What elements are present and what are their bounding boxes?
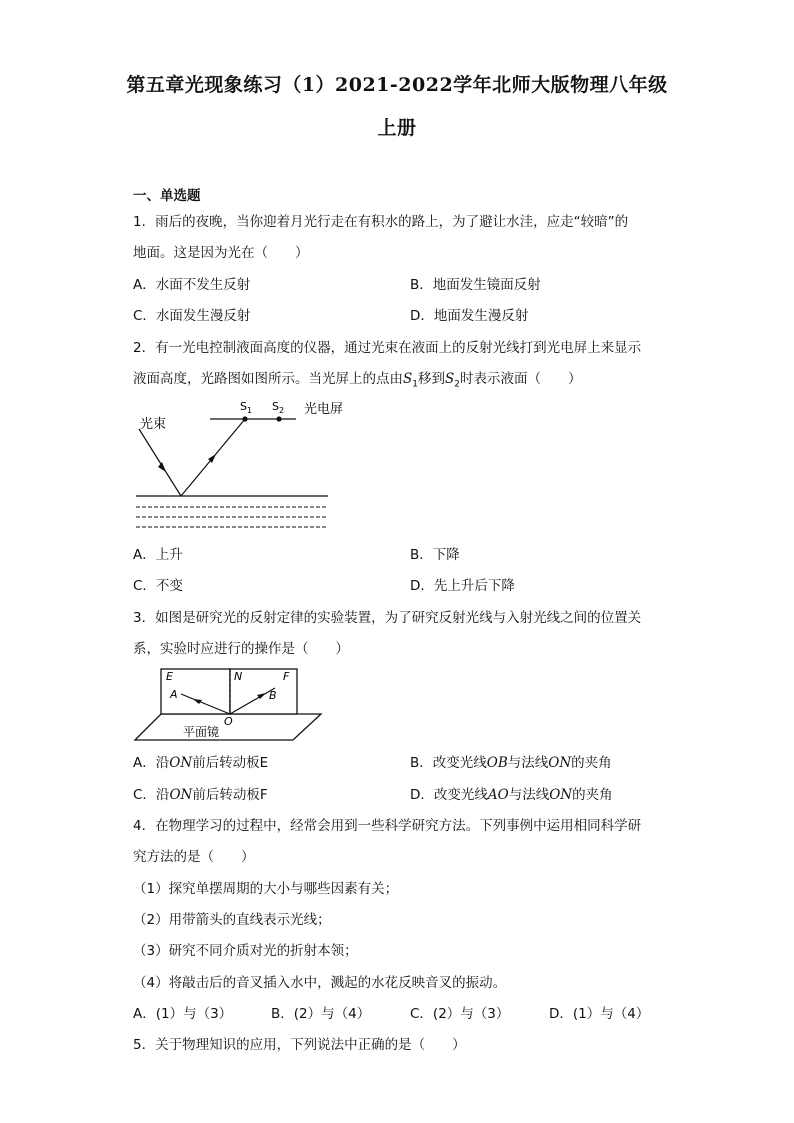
q3-c-tail: 前后转动板F xyxy=(192,787,268,803)
q2-fig-screen-label: 光电屏 xyxy=(304,402,344,417)
q2-fig-s2: $S_2$ xyxy=(272,400,285,415)
q3-label-e: E xyxy=(166,670,173,683)
q2-fig-beam-label: 光束 xyxy=(140,417,167,432)
q3-label-mirror: 平面镜 xyxy=(183,725,220,739)
q2-s2-point xyxy=(276,416,281,421)
q1-option-c: C．水面发生漫反射 xyxy=(133,308,251,324)
q3-c-var: ON xyxy=(169,787,193,803)
q4-stem-line1: 4．在物理学习的过程中，经常会用到一些科学研究方法。下列事例中运用相同科学研 xyxy=(133,818,642,834)
q3-d-text: D．改变光线 xyxy=(410,787,488,803)
q2-s1-label: S xyxy=(403,371,413,387)
q2-s2-sub: 2 xyxy=(454,379,460,390)
q2-option-d: D．先上升后下降 xyxy=(410,578,515,594)
q3-a-tail: 前后转动板E xyxy=(192,755,269,771)
q4-stem-line2: 究方法的是（ ） xyxy=(133,849,255,865)
q3-d-tail: 的夹角 xyxy=(572,787,613,803)
q3-a-text: A．沿 xyxy=(133,755,170,771)
q3-b-tail: 的夹角 xyxy=(571,755,612,771)
q3-d-var2: ON xyxy=(549,787,573,803)
q3-label-f: F xyxy=(283,670,290,683)
q3-a-var: ON xyxy=(169,755,193,771)
q3-d-var1: AO xyxy=(487,787,509,803)
q3-label-b: B xyxy=(269,689,277,702)
q4-option-d: D．(1）与（4） xyxy=(549,1006,650,1022)
q2-stem-line1: 2．有一光电控制液面高度的仪器，通过光束在液面上的反射光线打到光电屏上来显示 xyxy=(133,340,642,356)
q3-c-text: C．沿 xyxy=(133,787,170,803)
q5-stem-line1: 5．关于物理知识的应用，下列说法中正确的是（ ） xyxy=(133,1037,466,1053)
q2-diagram xyxy=(128,396,368,538)
q3-b-var1: OB xyxy=(486,755,508,771)
q1-stem-line1: 1．雨后的夜晚，当你迎着月光行走在有积水的路上，为了避让水洼，应走“较暗”的 xyxy=(133,214,629,230)
q3-b-text: B．改变光线 xyxy=(410,755,487,771)
q3-stem-line1: 3．如图是研究光的反射定律的实验装置，为了研究反射光线与入射光线之间的位置关 xyxy=(133,610,642,626)
q2-stem-text: 液面高度，光路图如图所示。当光屏上的点由 xyxy=(133,371,403,387)
q4-option-a: A．(1）与（3） xyxy=(133,1006,233,1022)
q2-stem-mid: 移到 xyxy=(417,371,445,387)
q4-item-1: （1）探究单摆周期的大小与哪些因素有关； xyxy=(133,881,399,897)
q2-stem-tail: 时表示液面（ ） xyxy=(459,371,582,387)
q3-label-o: O xyxy=(224,715,233,728)
q3-stem-line2: 系，实验时应进行的操作是（ ） xyxy=(133,641,349,657)
section-heading: 一、单选题 xyxy=(133,188,201,204)
q3-b-var2: ON xyxy=(548,755,572,771)
page-title-line1: 第五章光现象练习（1）2021-2022学年北师大版物理八年级 xyxy=(126,74,668,96)
q3-option-c xyxy=(133,786,268,804)
q2-s2-label: S xyxy=(444,371,455,387)
q1-stem-line2: 地面。这是因为光在（ ） xyxy=(133,245,309,261)
q2-stem-line2 xyxy=(133,370,581,394)
q4-item-3: （3）研究不同介质对光的折射本领； xyxy=(133,943,358,959)
q4-option-c: C．(2）与（3） xyxy=(410,1006,510,1022)
q4-option-b: B．(2）与（4） xyxy=(271,1006,371,1022)
q3-label-a: A xyxy=(170,688,178,701)
q2-incident-arrow xyxy=(158,462,166,472)
q2-fig-s1: $S_1$ xyxy=(240,400,253,415)
q2-incident-ray xyxy=(139,429,181,496)
q3-option-a xyxy=(133,754,268,772)
q1-option-a: A．水面不发生反射 xyxy=(133,277,251,293)
q3-option-d xyxy=(410,786,613,804)
q3-option-b xyxy=(410,754,612,772)
q2-option-c: C．不变 xyxy=(133,578,183,594)
q1-option-d: D．地面发生漫反射 xyxy=(410,308,529,324)
page-title-line2: 上册 xyxy=(377,117,417,139)
q2-s1-sub: 1 xyxy=(412,379,418,390)
q4-item-4: （4）将敲击后的音叉插入水中，溅起的水花反映音叉的振动。 xyxy=(133,975,507,991)
q3-diagram xyxy=(133,666,325,744)
q2-option-b: B．下降 xyxy=(410,547,460,563)
q3-d-mid: 与法线 xyxy=(508,787,550,803)
q1-option-b: B．地面发生镜面反射 xyxy=(410,277,541,293)
q2-option-a: A．上升 xyxy=(133,547,183,563)
q4-item-2: （2）用带箭头的直线表示光线； xyxy=(133,912,331,928)
q3-b-mid: 与法线 xyxy=(507,755,549,771)
q3-label-n: N xyxy=(234,670,243,683)
